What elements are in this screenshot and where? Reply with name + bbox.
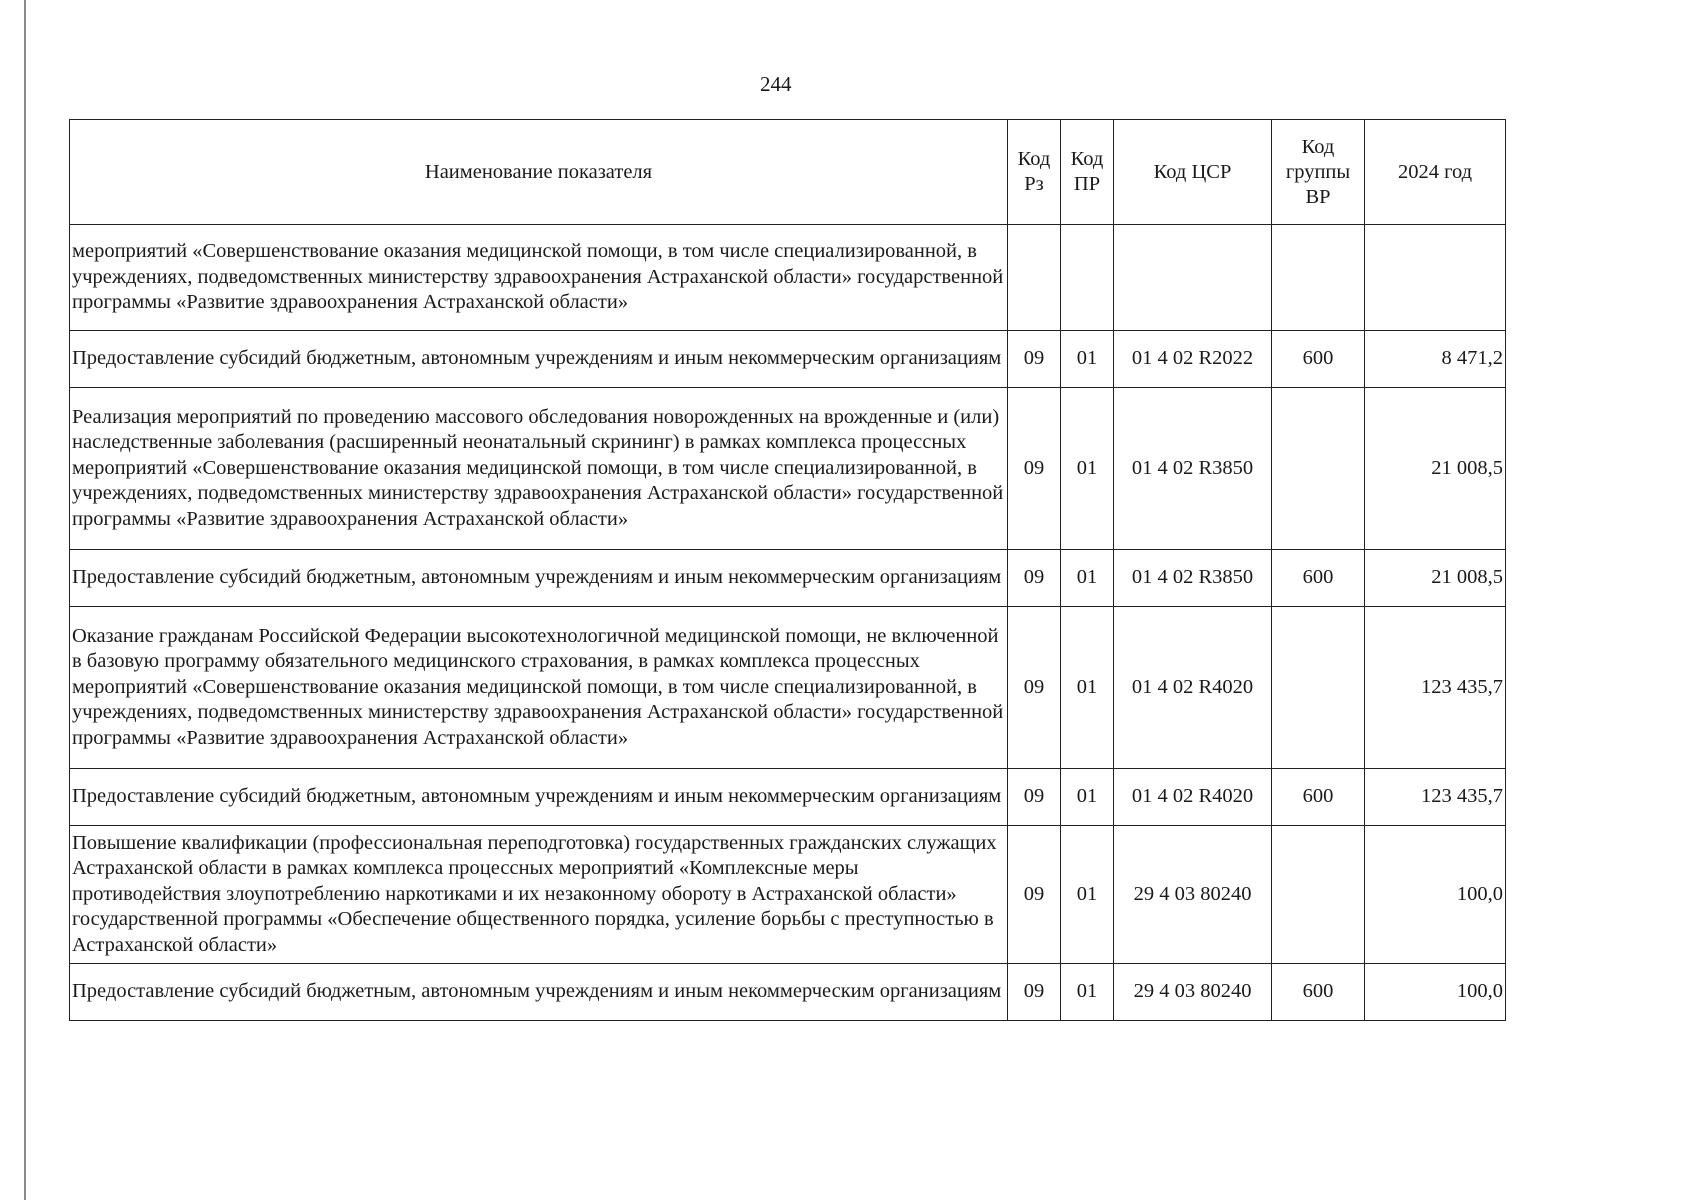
table-row xyxy=(70,331,1506,388)
row-name: Реализация мероприятий по проведению массового обследования новорожденных на врожденные и (или) наследственные заболевания (расширенный неонатальный скрининг) в рамках комплекса процессных мероприятий «Совершенствование оказания медицинской помощи, в том числе специализированной, в учреждениях, подведомственных министерству здравоохранения Астраханской области» государственной программы «Развитие здравоохранения Астраханской области» xyxy=(70,388,1008,550)
row-pr: 01 xyxy=(1061,769,1114,826)
header-pr: Код ПР xyxy=(1061,120,1114,225)
row-csr: 01 4 02 R3850 xyxy=(1114,388,1272,550)
row-csr: 01 4 02 R4020 xyxy=(1114,607,1272,769)
header-year: 2024 год xyxy=(1365,120,1506,225)
row-vr: 600 xyxy=(1272,331,1365,388)
table-row xyxy=(70,607,1506,769)
page-number: 244 xyxy=(760,72,792,96)
header-vr: Код группы ВР xyxy=(1272,120,1365,225)
row-name: Предоставление субсидий бюджетным, автономным учреждениям и иным некоммерческим организациям xyxy=(70,769,1008,826)
row-pr: 01 xyxy=(1061,550,1114,607)
row-rz: 09 xyxy=(1008,388,1061,550)
table-header xyxy=(70,120,1506,225)
table-row xyxy=(70,769,1506,826)
row-rz: 09 xyxy=(1008,607,1061,769)
row-amount: 100,0 xyxy=(1365,964,1506,1021)
row-name: мероприятий «Совершенствование оказания медицинской помощи, в том числе специализированной, в учреждениях, подведомственных министерству здравоохранения Астраханской области» государственной программы «Развитие здравоохранения Астраханской области» xyxy=(70,225,1008,331)
table-row xyxy=(70,964,1506,1021)
row-vr: 600 xyxy=(1272,769,1365,826)
row-csr: 29 4 03 80240 xyxy=(1114,826,1272,964)
header-csr: Код ЦСР xyxy=(1114,120,1272,225)
row-rz: 09 xyxy=(1008,550,1061,607)
row-amount xyxy=(1365,225,1506,331)
row-pr: 01 xyxy=(1061,964,1114,1021)
table-body xyxy=(70,225,1506,1021)
table-row xyxy=(70,550,1506,607)
row-amount: 100,0 xyxy=(1365,826,1506,964)
row-amount: 8 471,2 xyxy=(1365,331,1506,388)
row-csr xyxy=(1114,225,1272,331)
row-amount: 21 008,5 xyxy=(1365,388,1506,550)
row-vr xyxy=(1272,388,1365,550)
row-csr: 01 4 02 R2022 xyxy=(1114,331,1272,388)
row-rz: 09 xyxy=(1008,964,1061,1021)
row-vr: 600 xyxy=(1272,550,1365,607)
row-name: Оказание гражданам Российской Федерации высокотехнологичной медицинской помощи, не включенной в базовую программу обязательного медицинского страхования, в рамках комплекса процессных мероприятий «Совершенствование оказания медицинской помощи, в том числе специализированной, в учреждениях, подведомственных министерству здравоохранения Астраханской области» государственной программы «Развитие здравоохранения Астраханской области» xyxy=(70,607,1008,769)
row-vr xyxy=(1272,225,1365,331)
row-name: Предоставление субсидий бюджетным, автономным учреждениям и иным некоммерческим организациям xyxy=(70,964,1008,1021)
header-name: Наименование показателя xyxy=(70,120,1008,225)
row-pr: 01 xyxy=(1061,331,1114,388)
row-pr: 01 xyxy=(1061,607,1114,769)
row-amount: 123 435,7 xyxy=(1365,607,1506,769)
page-left-edge xyxy=(24,0,26,1200)
row-csr: 01 4 02 R3850 xyxy=(1114,550,1272,607)
row-pr: 01 xyxy=(1061,388,1114,550)
row-name: Предоставление субсидий бюджетным, автономным учреждениям и иным некоммерческим организациям xyxy=(70,331,1008,388)
header-rz: Код Рз xyxy=(1008,120,1061,225)
table-row xyxy=(70,388,1506,550)
table-row xyxy=(70,225,1506,331)
row-pr xyxy=(1061,225,1114,331)
row-csr: 29 4 03 80240 xyxy=(1114,964,1272,1021)
row-csr: 01 4 02 R4020 xyxy=(1114,769,1272,826)
row-amount: 21 008,5 xyxy=(1365,550,1506,607)
row-amount: 123 435,7 xyxy=(1365,769,1506,826)
row-rz xyxy=(1008,225,1061,331)
row-rz: 09 xyxy=(1008,826,1061,964)
row-name: Предоставление субсидий бюджетным, автономным учреждениям и иным некоммерческим организациям xyxy=(70,550,1008,607)
row-rz: 09 xyxy=(1008,769,1061,826)
row-pr: 01 xyxy=(1061,826,1114,964)
header-row xyxy=(70,120,1506,225)
row-vr: 600 xyxy=(1272,964,1365,1021)
row-vr xyxy=(1272,826,1365,964)
table-row xyxy=(70,826,1506,964)
row-name: Повышение квалификации (профессиональная переподготовка) государственных гражданских служащих Астраханской области в рамках комплекса процессных мероприятий «Комплексные меры противодействия злоупотреблению наркотиками и их незаконному обороту в Астраханской области» государственной программы «Обеспечение общественного порядка, усиление борьбы с преступностью в Астраханской области» xyxy=(70,826,1008,964)
row-vr xyxy=(1272,607,1365,769)
row-rz: 09 xyxy=(1008,331,1061,388)
budget-table xyxy=(69,119,1506,1021)
